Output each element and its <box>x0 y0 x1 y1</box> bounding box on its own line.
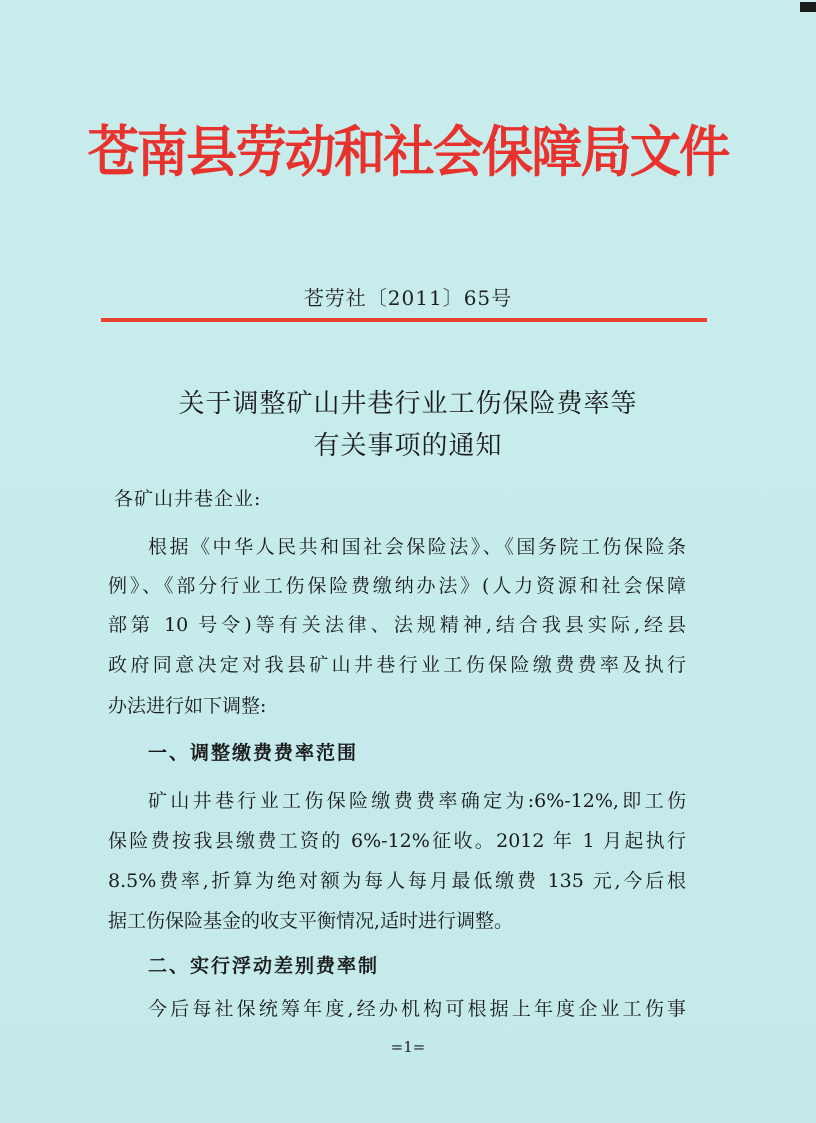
body-line: 据工伤保险基金的收支平衡情况,适时进行调整。 <box>108 910 514 932</box>
agency-red-header: 苍南县劳动和社会保障局文件 <box>87 120 729 184</box>
body-line: 根据《中华人民共和国社会保险法》、《国务院工伤保险条 <box>148 536 686 558</box>
section-2-heading: 二、实行浮动差别费率制 <box>148 955 380 977</box>
scan-corner-mark <box>800 2 816 12</box>
body-line: 部第 10 号令)等有关法律、法规精神,结合我县实际,经县 <box>108 614 686 636</box>
page-number: =1= <box>390 1038 426 1056</box>
document-number: 苍劳社〔2011〕65号 <box>303 286 513 310</box>
notice-title-line-2: 有关事项的通知 <box>313 431 503 461</box>
salutation: 各矿山井巷企业: <box>114 488 262 510</box>
body-line: 例》、《部分行业工伤保险费缴纳办法》(人力资源和社会保障 <box>108 575 686 597</box>
body-line: 矿山井巷行业工伤保险缴费费率确定为:6%-12%,即工伤 <box>148 790 686 812</box>
body-line: 保险费按我县缴费工资的 6%-12%征收。2012 年 1 月起执行 <box>108 830 686 852</box>
body-line: 政府同意决定对我县矿山井巷行业工伤保险缴费费率及执行 <box>108 654 686 676</box>
notice-title-line-1: 关于调整矿山井巷行业工伤保险费率等 <box>178 389 638 419</box>
body-line: 8.5%费率,折算为绝对额为每人每月最低缴费 135 元,今后根 <box>108 870 686 892</box>
red-divider-line <box>101 318 707 322</box>
body-line: 今后每社保统筹年度,经办机构可根据上年度企业工伤事 <box>148 998 686 1020</box>
section-1-heading: 一、调整缴费费率范围 <box>148 742 359 764</box>
body-line: 办法进行如下调整: <box>108 695 267 717</box>
